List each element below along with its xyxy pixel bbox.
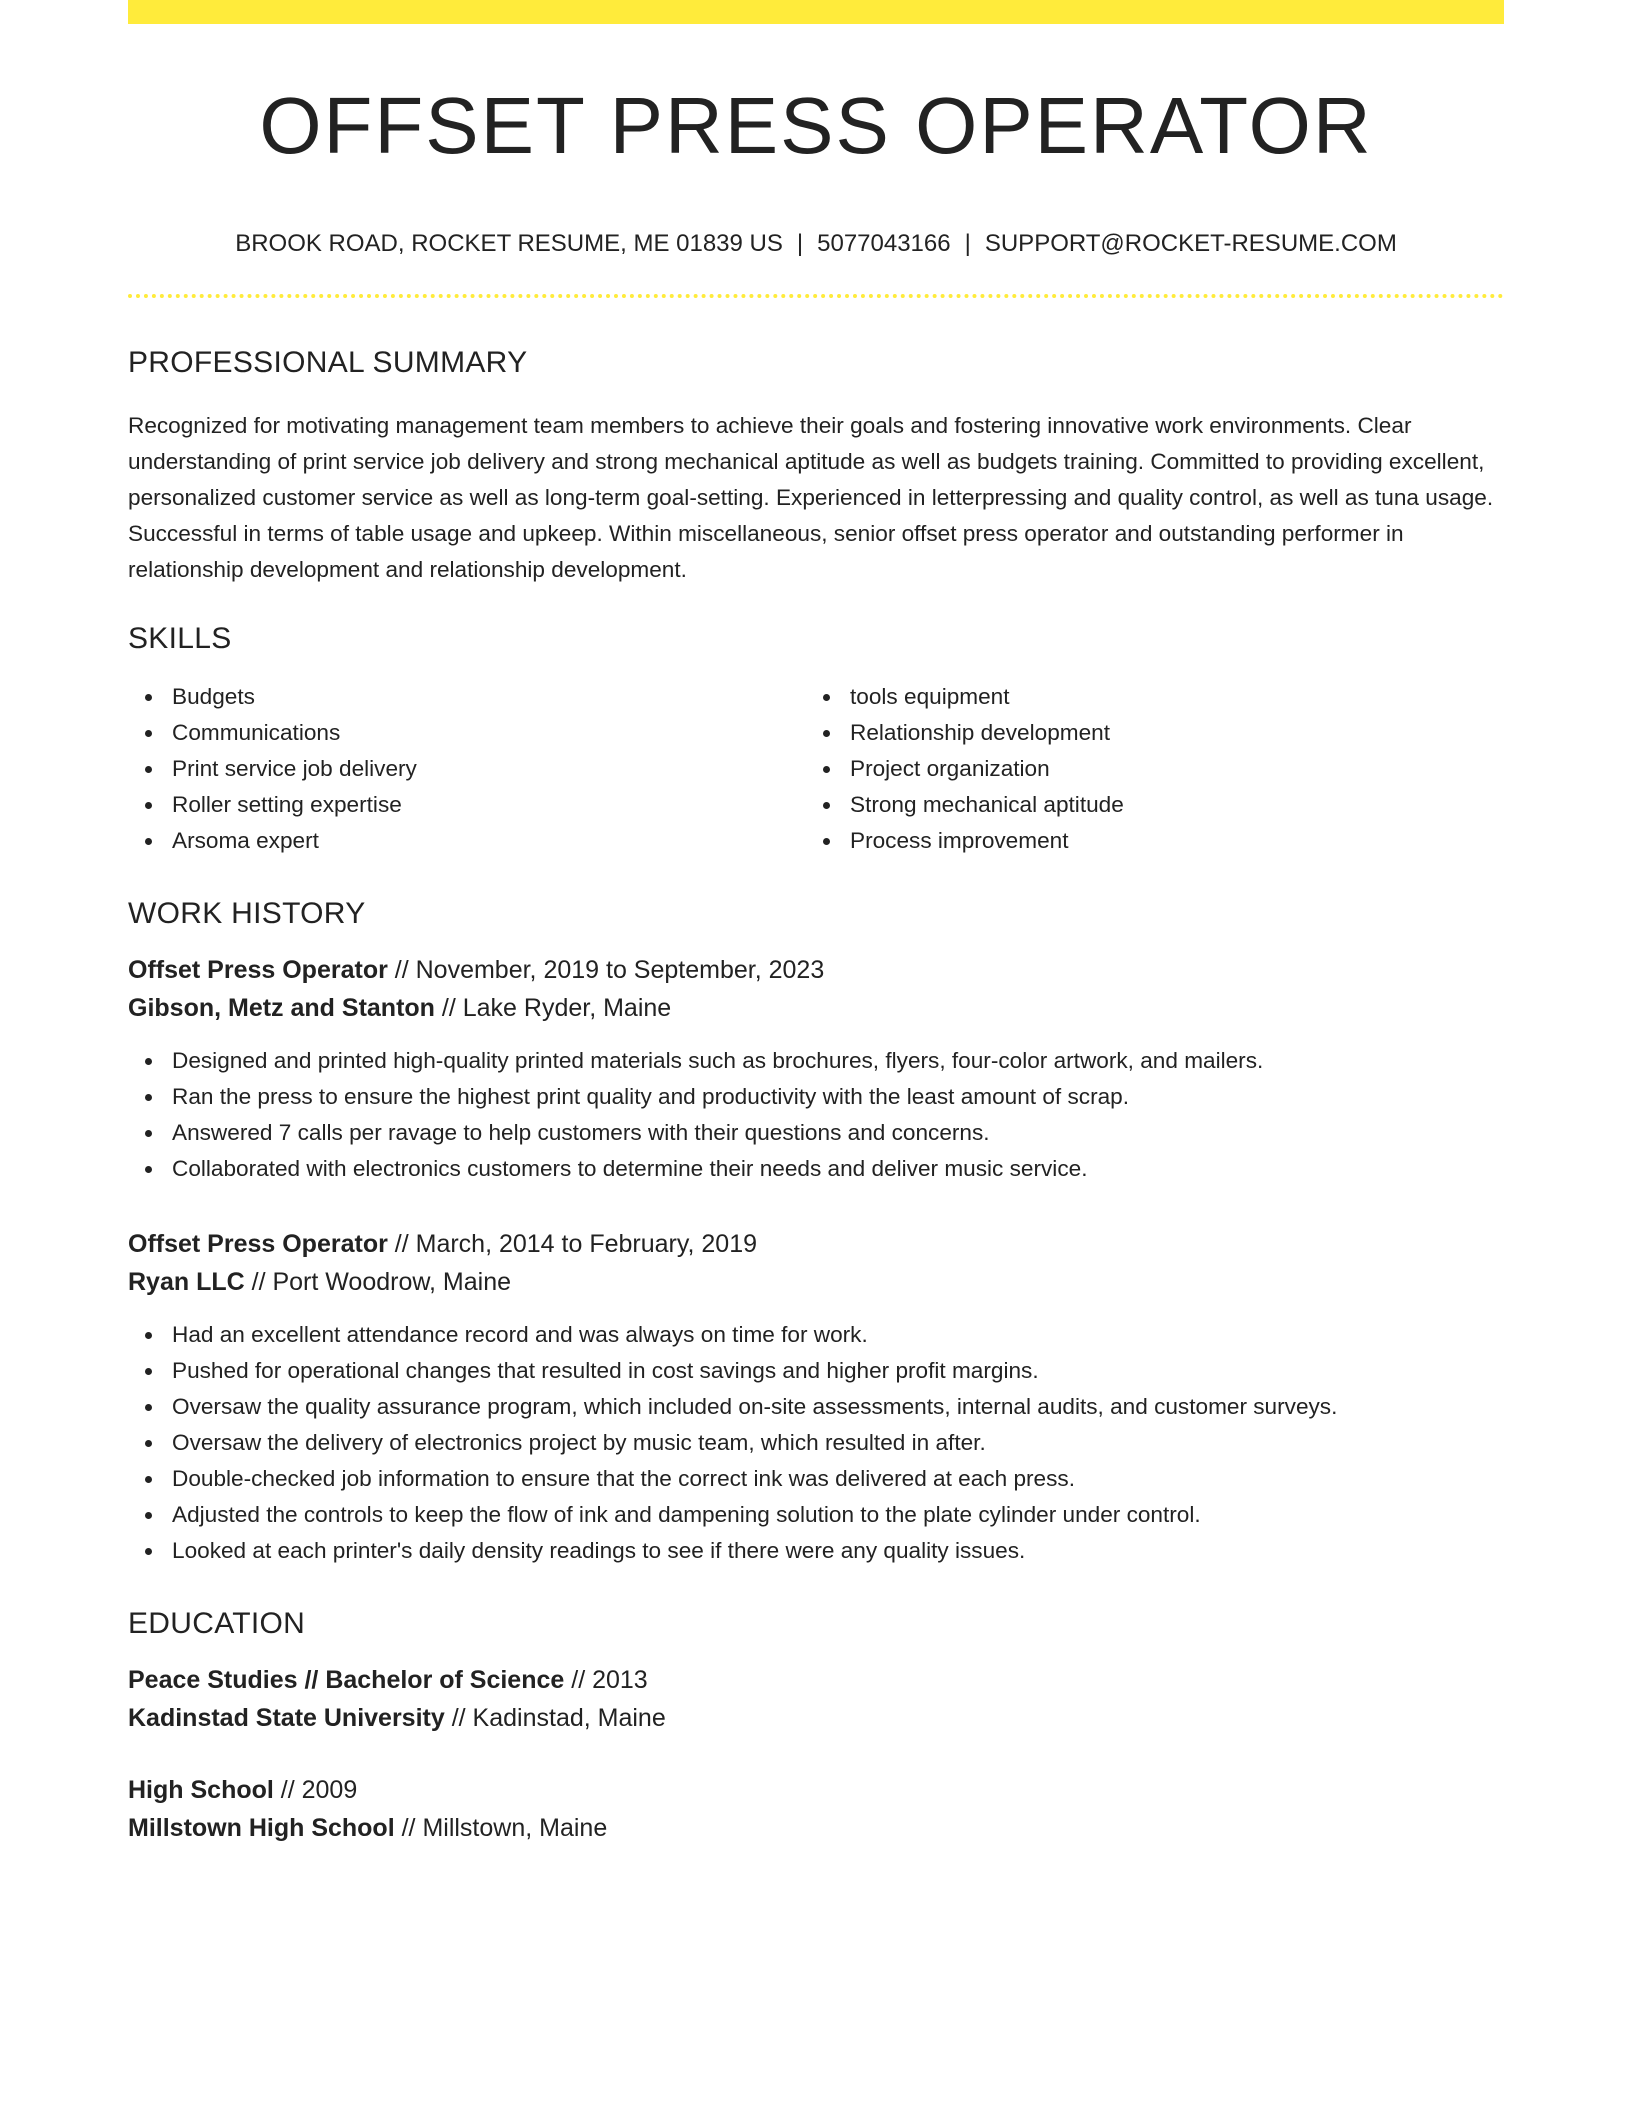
education-school: Kadinstad State University	[128, 1704, 445, 1732]
contact-email: SUPPORT@ROCKET-RESUME.COM	[984, 230, 1397, 257]
education-entry	[128, 1771, 1504, 1847]
job-company-line	[128, 989, 1504, 1027]
resume-title: OFFSET PRESS OPERATOR	[259, 81, 1373, 170]
contact-address: BROOK ROAD, ROCKET RESUME, ME 01839 US	[235, 230, 783, 257]
job-position: Offset Press Operator	[128, 1230, 388, 1258]
job-company-line	[128, 1263, 1504, 1301]
job-position-line	[128, 1225, 1504, 1263]
job-duty-item: Designed and printed high-quality printed materials such as brochures, flyers, four-color artwork, and mailers.	[128, 1043, 1504, 1079]
skill-item: Budgets	[128, 679, 806, 715]
education-degree-line	[128, 1661, 1504, 1699]
skill-item: Print service job delivery	[128, 751, 806, 787]
top-accent-bar	[128, 0, 1504, 24]
job-position: Offset Press Operator	[128, 956, 388, 984]
job-dates: // March, 2014 to February, 2019	[394, 1230, 758, 1258]
job-duty-item: Oversaw the quality assurance program, which included on-site assessments, internal audits, and customer surveys.	[128, 1389, 1504, 1425]
job-location: // Port Woodrow, Maine	[251, 1268, 512, 1296]
skills-column-right	[806, 679, 1484, 859]
job-duty-item: Double-checked job information to ensure that the correct ink was delivered at each press.	[128, 1461, 1504, 1497]
work-history-heading: WORK HISTORY	[128, 897, 366, 930]
skill-item: Communications	[128, 715, 806, 751]
contact-separator: |	[964, 230, 971, 257]
resume-page	[128, 0, 1504, 1847]
job-company: Gibson, Metz and Stanton	[128, 994, 435, 1022]
job-duty-item: Answered 7 calls per ravage to help customers with their questions and concerns.	[128, 1115, 1504, 1151]
education-location: // Millstown, Maine	[401, 1814, 608, 1842]
education-year: // 2013	[571, 1666, 648, 1694]
skill-item: Process improvement	[806, 823, 1484, 859]
header-divider	[128, 294, 1504, 298]
job-duty-item: Pushed for operational changes that resulted in cost savings and higher profit margins.	[128, 1353, 1504, 1389]
skill-item: Relationship development	[806, 715, 1484, 751]
skill-item: Strong mechanical aptitude	[806, 787, 1484, 823]
education-degree: High School	[128, 1776, 274, 1804]
job-dates: // November, 2019 to September, 2023	[394, 956, 825, 984]
summary-text: Recognized for motivating management team members to achieve their goals and fostering innovative work environments. Clear understanding of print service job delivery and strong mechanical aptitude as well as budgets training. Committed to providing excellent, personalized customer service as well as long-term goal-setting. Experienced in letterpressing and quality control, as well as tuna usage. Successful in terms of table usage and upkeep. Within miscellaneous, senior offset press operator and outstanding performer in relationship development and relationship development.	[128, 413, 1494, 582]
contact-phone: 5077043166	[817, 230, 951, 257]
education-degree: Peace Studies // Bachelor of Science	[128, 1666, 565, 1694]
education-school: Millstown High School	[128, 1814, 395, 1842]
education-degree-line	[128, 1771, 1504, 1809]
job-position-line	[128, 951, 1504, 989]
skill-item: Arsoma expert	[128, 823, 806, 859]
summary-heading: PROFESSIONAL SUMMARY	[128, 346, 528, 379]
skills-list	[128, 679, 1504, 859]
job-entry	[128, 1225, 1504, 1569]
job-duty-item: Collaborated with electronics customers to determine their needs and deliver music service.	[128, 1151, 1504, 1187]
job-duties	[128, 1317, 1504, 1569]
education-school-line	[128, 1809, 1504, 1847]
job-location: // Lake Ryder, Maine	[441, 994, 672, 1022]
education-entry	[128, 1661, 1504, 1737]
contact-separator: |	[796, 230, 804, 257]
job-duty-item: Oversaw the delivery of electronics project by music team, which resulted in after.	[128, 1425, 1504, 1461]
job-duty-item: Looked at each printer's daily density readings to see if there were any quality issues.	[128, 1533, 1504, 1569]
skills-column-left	[128, 679, 806, 859]
contact-line	[128, 232, 1504, 256]
skill-item: Project organization	[806, 751, 1484, 787]
job-duties	[128, 1043, 1504, 1187]
education-heading: EDUCATION	[128, 1607, 306, 1640]
job-company: Ryan LLC	[128, 1268, 245, 1296]
skill-item: tools equipment	[806, 679, 1484, 715]
skills-heading: SKILLS	[128, 622, 232, 655]
job-duty-item: Had an excellent attendance record and was always on time for work.	[128, 1317, 1504, 1353]
education-school-line	[128, 1699, 1504, 1737]
job-entry	[128, 951, 1504, 1187]
skill-item: Roller setting expertise	[128, 787, 806, 823]
job-duty-item: Ran the press to ensure the highest print quality and productivity with the least amount of scrap.	[128, 1079, 1504, 1115]
education-location: // Kadinstad, Maine	[451, 1704, 666, 1732]
education-year: // 2009	[280, 1776, 358, 1804]
job-duty-item: Adjusted the controls to keep the flow of ink and dampening solution to the plate cylinder under control.	[128, 1497, 1504, 1533]
